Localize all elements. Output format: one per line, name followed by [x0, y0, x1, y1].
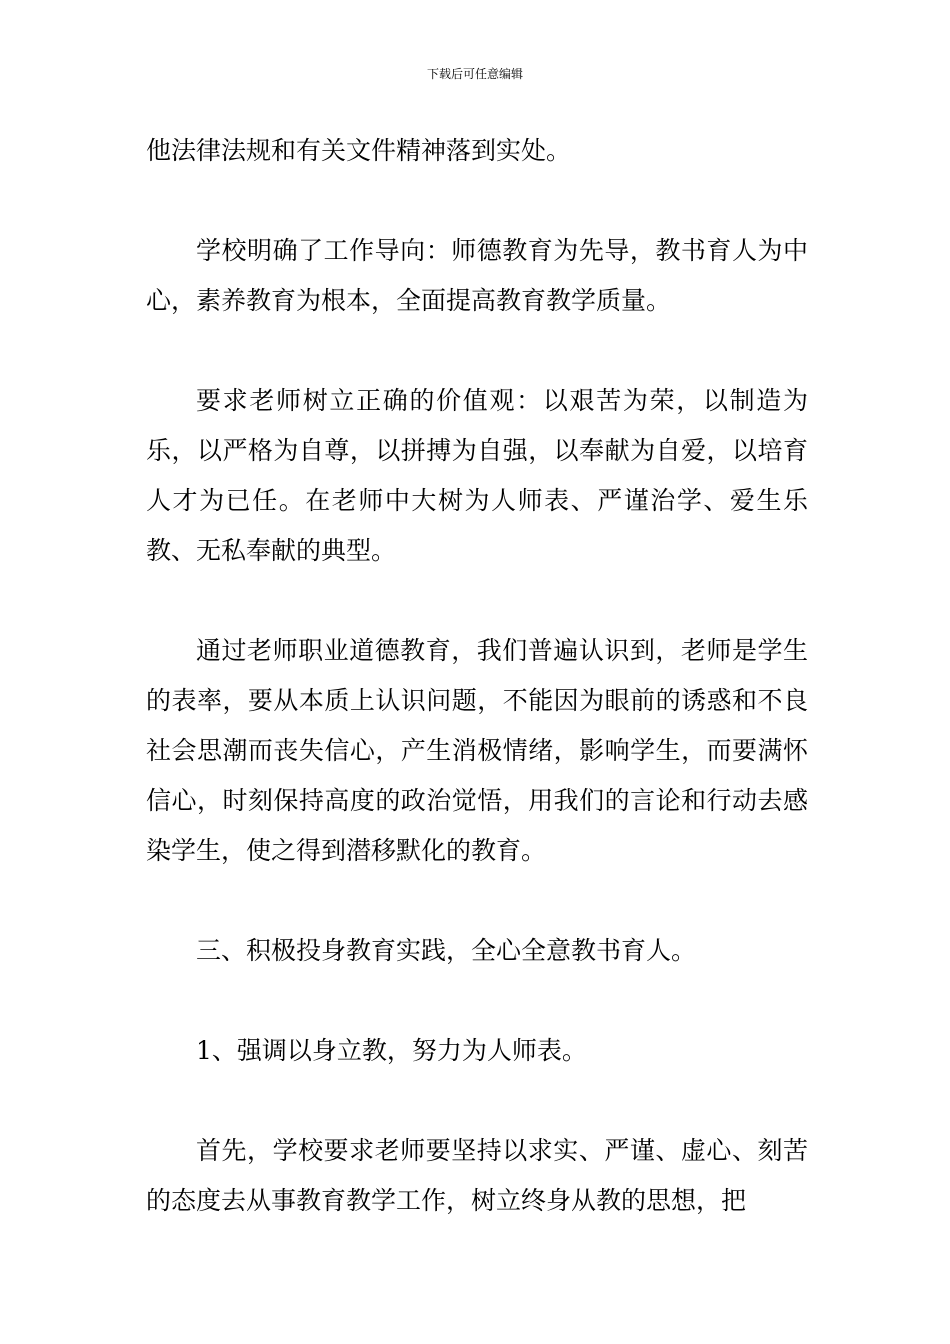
- paragraph-ethics-education: 通过老师职业道德教育，我们普遍认识到，老师是学生的表率，要从本质上认识问题，不能因为眼前的诱惑和不良社会思潮而丧失信心，产生消极情绪，影响学生，而要满怀信心，时刻保持高度的政治觉悟，用我们的言论和行动去感染学生，使之得到潜移默化的教育。: [146, 636, 808, 865]
- paragraph-first-requirement: 首先，学校要求老师要坚持以求实、严谨、虚心、刻苦的态度去从事教育教学工作，树立终身从教的思想，把: [146, 1136, 808, 1215]
- paragraph-continuation: 他法律法规和有关文件精神落到实处。: [146, 136, 572, 165]
- page-header: 下载后可任意编辑: [426, 67, 523, 81]
- section-heading-three: 三、积极投身教育实践，全心全意教书育人。: [196, 936, 697, 965]
- paragraph-work-orientation: 学校明确了工作导向：师德教育为先导，教书育人为中心，素养教育为根本，全面提高教育教学质量。: [146, 236, 808, 315]
- subsection-heading-one: 1、强调以身立教，努力为人师表。: [196, 1036, 587, 1065]
- document-body: [146, 126, 808, 1226]
- paragraph-values: 要求老师树立正确的价值观：以艰苦为荣，以制造为乐，以严格为自尊，以拼搏为自强，以奉献为自爱，以培育人才为已任。在老师中大树为人师表、严谨治学、爱生乐教、无私奉献的典型。: [146, 386, 808, 565]
